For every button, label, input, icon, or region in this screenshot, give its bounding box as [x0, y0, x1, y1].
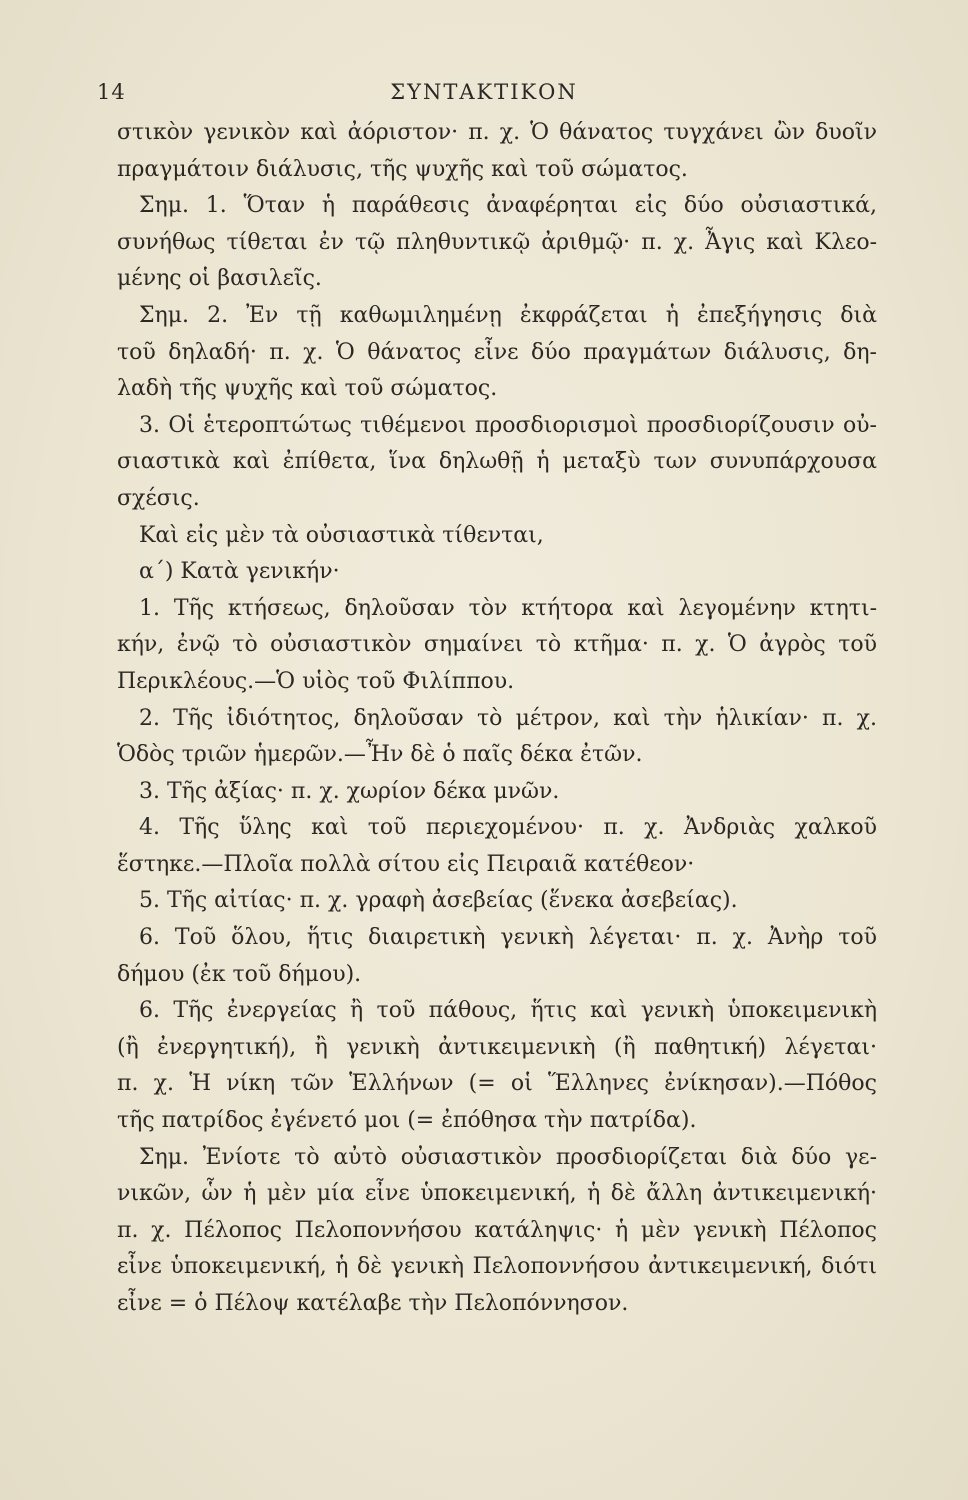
- text-line: (ἢ ἐνεργητική), ἢ γενικὴ ἀντικειμενικὴ (ἢ παθητική) λέγεται·: [117, 1034, 877, 1060]
- running-head: [0, 80, 968, 104]
- text-line: 6. Τοῦ ὅλου, ἥτις διαιρετικὴ γενικὴ λέγεται· π. χ. Ἀνὴρ τοῦ: [139, 925, 877, 951]
- text-line: 3. Οἱ ἑτεροπτώτως τιθέμενοι προσδιορισμοὶ προσδιορίζουσιν οὐ-: [139, 412, 877, 438]
- text-line: κήν, ἐνῷ τὸ οὐσιαστικὸν σημαίνει τὸ κτῆμα· π. χ. Ὁ ἀγρὸς τοῦ: [117, 632, 877, 658]
- text-line: εἶνε ὑποκειμενική, ἡ δὲ γενικὴ Πελοποννήσου ἀντικειμενική, διότι: [117, 1254, 877, 1280]
- text-line: 6. Τῆς ἐνεργείας ἢ τοῦ πάθους, ἥτις καὶ γενικὴ ὑποκειμενικὴ: [139, 998, 877, 1024]
- text-line: Σημ. Ἐνίοτε τὸ αὐτὸ οὐσιαστικὸν προσδιορίζεται διὰ δύο γε-: [139, 1144, 877, 1170]
- text-line: π. χ. Πέλοπος Πελοποννήσου κατάληψις· ἡ μὲν γενικὴ Πέλοπος: [117, 1217, 877, 1243]
- text-line: μένης οἱ βασιλεῖς.: [117, 266, 322, 292]
- text-line: τῆς πατρίδος ἐγένετό μοι (= ἐπόθησα τὴν πατρίδα).: [117, 1108, 697, 1134]
- text-line: στικὸν γενικὸν καὶ ἀόριστον· π. χ. Ὁ θάνατος τυγχάνει ὢν δυοῖν: [117, 120, 877, 145]
- page-number: 14: [97, 80, 126, 104]
- text-line: 3. Τῆς ἀξίας· π. χ. χωρίον δέκα μνῶν.: [139, 778, 560, 804]
- text-line: Ὁδὸς τριῶν ἡμερῶν.—Ἦν δὲ ὁ παῖς δέκα ἐτῶν.: [117, 742, 643, 768]
- body-text: [117, 115, 877, 1323]
- text-line: σιαστικὰ καὶ ἐπίθετα, ἵνα δηλωθῇ ἡ μεταξὺ των συνυπάρχουσα: [117, 449, 877, 475]
- running-title: ΣΥΝΤΑΚΤΙΚΟΝ: [390, 80, 578, 104]
- text-line: σχέσις.: [117, 485, 200, 511]
- text-line: εἶνε = ὁ Πέλοψ κατέλαβε τὴν Πελοπόννησον.: [117, 1291, 629, 1316]
- text-line: νικῶν, ὧν ἡ μὲν μία εἶνε ὑποκειμενική, ἡ δὲ ἄλλη ἀντικειμενική·: [117, 1181, 877, 1207]
- text-line: 2. Τῆς ἰδιότητος, δηλοῦσαν τὸ μέτρον, καὶ τὴν ἡλικίαν· π. χ.: [139, 705, 877, 731]
- text-line: Καὶ εἰς μὲν τὰ οὐσιαστικὰ τίθενται,: [139, 522, 544, 548]
- text-line: α΄) Κατὰ γενικήν·: [139, 559, 340, 585]
- text-line: Περικλέους.—Ὁ υἱὸς τοῦ Φιλίππου.: [117, 668, 515, 694]
- text-line: τοῦ δηλαδή· π. χ. Ὁ θάνατος εἶνε δύο πραγμάτων διάλυσις, δη-: [117, 339, 877, 365]
- text-line: 4. Τῆς ὕλης καὶ τοῦ περιεχομένου· π. χ. Ἀνδριὰς χαλκοῦ: [139, 815, 877, 841]
- text-line: Σημ. 2. Ἐν τῇ καθωμιλημένῃ ἐκφράζεται ἡ ἐπεξήγησις διὰ: [139, 302, 877, 328]
- text-line: Σημ. 1. Ὅταν ἡ παράθεσις ἀναφέρηται εἰς δύο οὐσιαστικά,: [139, 193, 877, 219]
- text-line: 1. Τῆς κτήσεως, δηλοῦσαν τὸν κτήτορα καὶ λεγομένην κτητι-: [139, 595, 877, 621]
- text-line: λαδὴ τῆς ψυχῆς καὶ τοῦ σώματος.: [117, 376, 498, 402]
- text-line: π. χ. Ἡ νίκη τῶν Ἑλλήνων (= οἱ Ἕλληνες ἐνίκησαν).—Πόθος: [117, 1071, 877, 1097]
- text-line: πραγμάτοιν διάλυσις, τῆς ψυχῆς καὶ τοῦ σώματος.: [117, 156, 688, 182]
- text-line: δήμου (ἐκ τοῦ δήμου).: [117, 961, 362, 987]
- text-line: ἕστηκε.—Πλοῖα πολλὰ σίτου εἰς Πειραιᾶ κατέθεον·: [117, 851, 695, 877]
- text-line: 5. Τῆς αἰτίας· π. χ. γραφὴ ἀσεβείας (ἕνεκα ἀσεβείας).: [139, 888, 738, 914]
- text-line: συνήθως τίθεται ἐν τῷ πληθυντικῷ ἀριθμῷ· π. χ. Ἆγις καὶ Κλεο-: [117, 229, 877, 255]
